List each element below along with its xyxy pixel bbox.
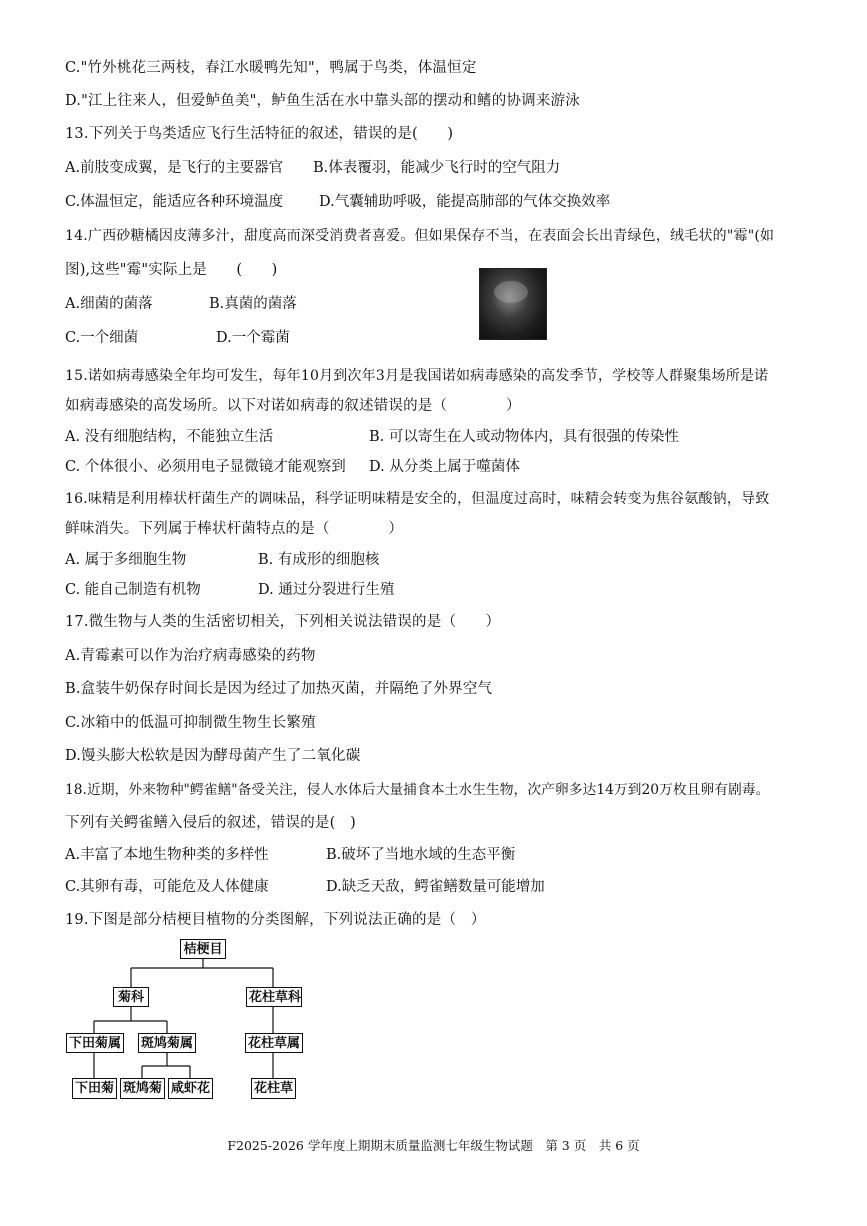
q14-stem-line2: 图),这些"霉"实际上是 ( ) xyxy=(65,262,278,278)
q17-stem: 17.微生物与人类的生活密切相关，下列相关说法错误的是（ ） xyxy=(65,614,501,630)
q15-option-b: B. 可以寄生在人或动物体内，具有很强的传染性 xyxy=(369,429,679,445)
q14-option-b: B.真菌的菌落 xyxy=(209,296,297,312)
tree-node-genus-3: 花柱草属 xyxy=(245,1033,303,1053)
q12-option-c: C."竹外桃花三两枝，春江水暖鸭先知"，鸭属于鸟类，体温恒定 xyxy=(65,60,477,76)
q15-option-a: A. 没有细胞结构，不能独立生活 xyxy=(65,429,274,445)
q15-option-c: C. 个体很小、必须用电子显微镜才能观察到 xyxy=(65,459,346,475)
q18-option-c: C.其卵有毒，可能危及人体健康 xyxy=(65,879,269,895)
q14-stem-line1: 14.广西砂糖橘因皮薄多汁，甜度高而深受消费者喜爱。但如果保存不当，在表面会长出青绿色，绒毛状的"霉"(如 xyxy=(65,228,775,244)
q18-stem-line2: 下列有关鳄雀鳝入侵后的叙述，错误的是( ) xyxy=(65,815,357,831)
q14-option-d: D.一个霉菌 xyxy=(216,330,290,346)
tree-node-family-right: 花柱草科 xyxy=(246,987,302,1007)
q17-option-a: A.青霉素可以作为治疗病毒感染的药物 xyxy=(65,648,316,664)
tree-node-species-2: 斑鸠菊 xyxy=(120,1078,165,1099)
q13-option-c: C.体温恒定，能适应各种环境温度 xyxy=(65,194,284,210)
q17-option-c: C.冰箱中的低温可抑制微生物生长繁殖 xyxy=(65,715,316,731)
q16-option-b: B. 有成形的细胞核 xyxy=(258,552,380,568)
q12-option-d: D."江上往来人，但爱鲈鱼美"，鲈鱼生活在水中靠头部的摆动和鳍的协调来游泳 xyxy=(65,93,580,109)
q17-option-b: B.盒装牛奶保存时间长是因为经过了加热灭菌，并隔绝了外界空气 xyxy=(65,681,493,697)
q13-stem: 13.下列关于鸟类适应飞行生活特征的叙述，错误的是( ) xyxy=(65,126,454,142)
q17-option-d: D.馒头膨大松软是因为酵母菌产生了二氧化碳 xyxy=(65,748,361,764)
q18-option-b: B.破坏了当地水域的生态平衡 xyxy=(326,847,516,863)
q13-option-b: B.体表覆羽，能减少飞行时的空气阻力 xyxy=(313,160,561,176)
q16-option-c: C. 能自己制造有机物 xyxy=(65,582,201,598)
q13-option-d: D.气囊辅助呼吸，能提高肺部的气体交换效率 xyxy=(319,194,611,210)
q19-stem: 19.下图是部分桔梗目植物的分类图解，下列说法正确的是（ ） xyxy=(65,912,486,928)
q16-option-d: D. 通过分裂进行生殖 xyxy=(258,582,395,598)
q13-option-a: A.前肢变成翼，是飞行的主要器官 xyxy=(65,160,284,176)
tree-node-family-left: 菊科 xyxy=(113,987,149,1007)
q15-stem-line2: 如病毒感染的高发场所。以下对诺如病毒的叙述错误的是（ ） xyxy=(65,398,521,414)
q15-option-d: D. 从分类上属于噬菌体 xyxy=(369,459,520,475)
tree-node-species-3: 咸虾花 xyxy=(168,1078,213,1099)
q18-option-a: A.丰富了本地生物种类的多样性 xyxy=(65,847,269,863)
tree-node-genus-1: 下田菊属 xyxy=(66,1033,124,1053)
tree-node-species-1: 下田菊 xyxy=(72,1078,117,1099)
q18-option-d: D.缺乏天敌，鳄雀鳝数量可能增加 xyxy=(326,879,545,895)
q15-stem-line1: 15.诺如病毒感染全年均可发生，每年10月到次年3月是我国诺如病毒感染的高发季节，学校等人群聚集场所是诺 xyxy=(65,368,769,384)
tree-node-genus-2: 斑鸠菊属 xyxy=(138,1033,196,1053)
q14-option-a: A.细菌的菌落 xyxy=(65,296,153,312)
tree-node-order: 桔梗目 xyxy=(180,939,226,959)
tree-node-species-4: 花柱草 xyxy=(251,1078,296,1099)
q18-stem-line1: 18.近期，外来物种"鳄雀鳝"备受关注，侵人水体后大量捕食本土水生生物，次产卵多达14万到20万枚且卵有剧毒。 xyxy=(65,782,770,798)
q14-option-c: C.一个细菌 xyxy=(65,330,139,346)
q16-stem-line1: 16.味精是利用棒状杆菌生产的调味品，科学证明味精是安全的，但温度过高时，味精会转变为焦谷氨酸钠，导致 xyxy=(65,491,770,507)
page-footer: F2025-2026 学年度上期期末质量监测七年级生物试题 第 3 页 共 6 页 xyxy=(227,1138,640,1153)
q16-option-a: A. 属于多细胞生物 xyxy=(65,552,187,568)
q16-stem-line2: 鲜味消失。下列属于棒状杆菌特点的是（ ） xyxy=(65,521,404,537)
